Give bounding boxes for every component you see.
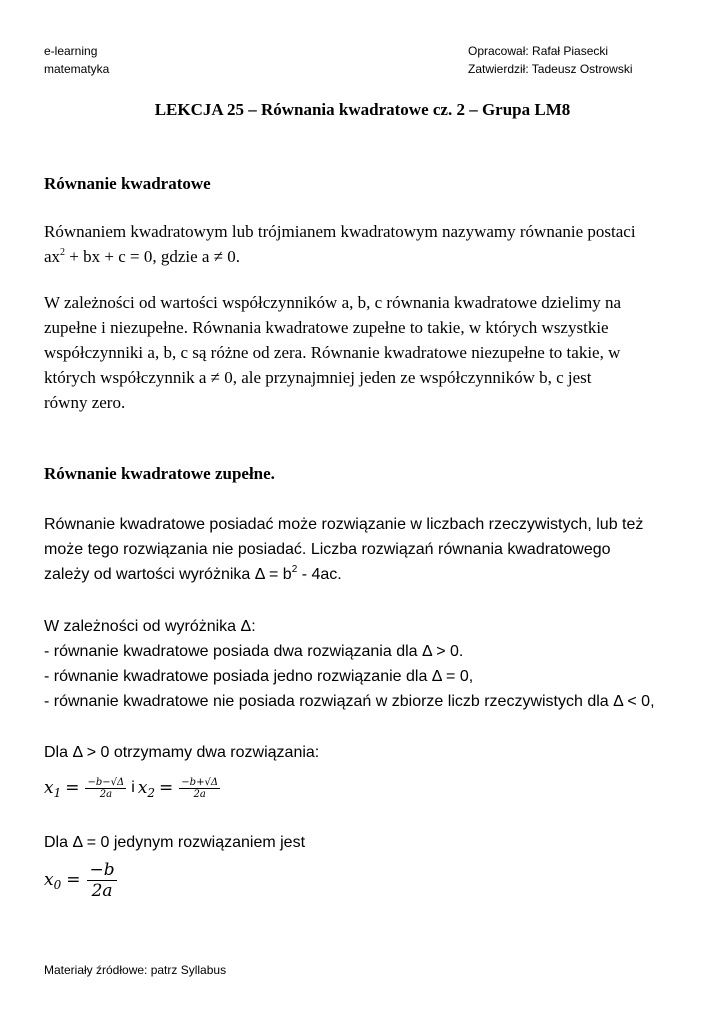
x1-variable: $x_1$ [44,778,62,800]
definition-line-2: $ax^2$ + bx + c = 0, gdzie a ≠ 0. [44,247,241,266]
x0-denominator: 2a [91,880,113,901]
footer-sources: Materiały źródłowe: patrz Syllabus [44,963,227,977]
case-item: - równanie kwadratowe nie posiada rozwiązań w zbiorze liczb rzeczywistych dla Δ < 0, [44,693,655,710]
x0-numerator: −b [89,859,115,880]
x2-fraction [179,777,220,800]
paragraph-line: równy zero. [44,393,126,412]
definition-paragraph [44,219,636,269]
x1-fraction [85,777,126,800]
section-heading-complete: Równanie kwadratowe zupełne. [44,464,275,483]
two-solutions-label: Dla Δ > 0 otrzymamy dwa rozwiązania: [44,744,320,761]
x0-variable: $x_0$ [44,870,62,892]
header-approver: Zatwierdził: Tadeusz Ostrowski [468,62,633,76]
intro-line-2: może tego rozwiązania nie posiadać. Liczba rozwiązań równania kwadratowego [44,541,611,558]
exponent: 2 [60,247,66,258]
header-subject: matematyka [44,62,110,76]
conjunction: i [131,779,135,796]
paragraph-line: zupełne i niezupełne. Równania kwadratowe zupełne to takie, w których wszystkie [44,318,609,337]
intro-line-1: Równanie kwadratowe posiadać może rozwiązanie w liczbach rzeczywistych, lub też [44,516,644,533]
two-solutions-formula [44,768,222,808]
equals-sign: = [159,778,174,798]
cases-heading: W zależności od wyróżnika Δ: [44,618,256,635]
one-solution-label: Dla Δ = 0 jedynym rozwiązaniem jest [44,834,306,851]
case-item: - równanie kwadratowe posiada dwa rozwiązania dla Δ > 0. [44,643,464,660]
x1-numerator: −b−√Δ [87,776,125,788]
header-course: e-learning [44,44,98,58]
paragraph-line: których współczynnik a ≠ 0, ale przynajmniej jeden ze współczynników b, c jest [44,368,592,387]
one-solution-formula [44,857,119,903]
paragraph-line: W zależności od wartości współczynników a, b, c równania kwadratowe dzielimy na [44,293,622,312]
paragraph-line: współczynniki a, b, c są różne od zera. Równanie kwadratowe niezupełne to takie, w [44,343,621,362]
page-title: LEKCJA 25 – Równania kwadratowe cz. 2 – Grupa LM8 [154,100,571,119]
header-author: Opracował: Rafał Piasecki [468,44,609,58]
discriminant-cases [44,614,655,714]
x1-denominator: 2a [99,788,113,800]
section-heading-quadratic: Równanie kwadratowe [44,174,211,193]
case-item: - równanie kwadratowe posiada jedno rozwiązanie dla Δ = 0, [44,668,474,685]
discriminant-intro [44,512,643,587]
x2-variable: $x_2$ [137,778,156,800]
header-left [44,42,109,78]
equals-sign: = [65,778,80,798]
classification-paragraph [44,290,621,415]
intro-line-3: zależy od wartości wyróżnika $\Delta = b^2 - 4ac$. [44,564,342,583]
exponent: 2 [291,564,298,575]
definition-line-1: Równaniem kwadratowym lub trójmianem kwadratowym nazywamy równanie postaci [44,222,636,241]
header-right [468,42,633,78]
x0-fraction [87,860,116,901]
x2-denominator: 2a [193,788,206,800]
equals-sign: = [66,870,81,890]
x2-numerator: −b+√Δ [181,776,219,788]
